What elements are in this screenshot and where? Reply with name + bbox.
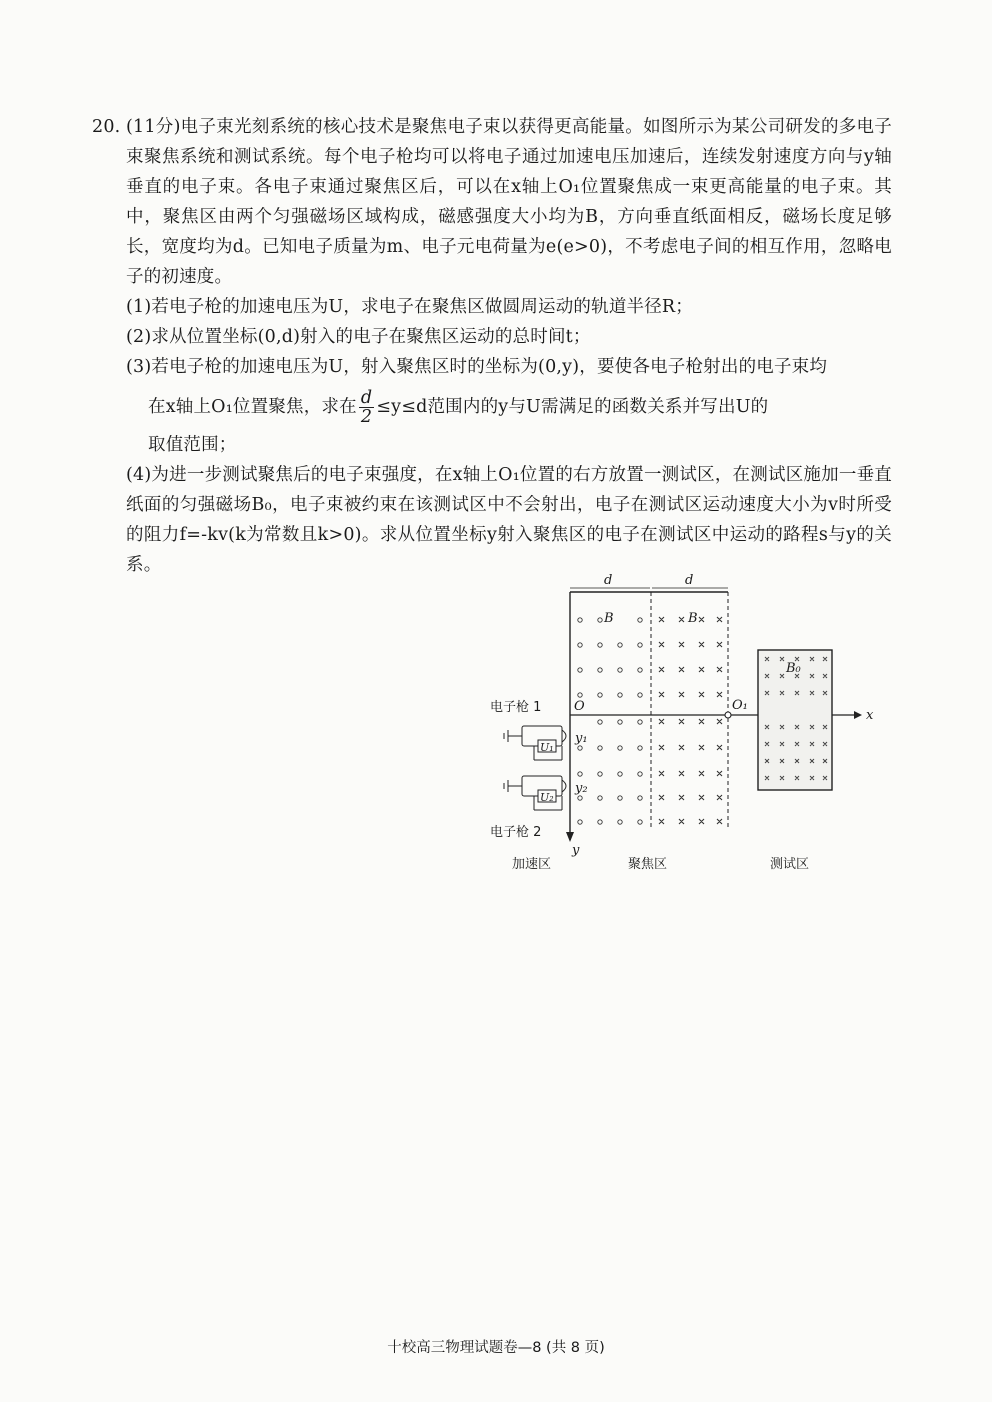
fraction-numerator: d [360, 388, 373, 408]
fraction-denominator: 2 [360, 407, 373, 427]
question-number: 20. [92, 117, 121, 137]
label-gun-2: 电子枪 2 [490, 825, 542, 840]
label-x: x [866, 708, 874, 723]
part-2: (2)求从位置坐标(0,d)射入的电子在聚焦区运动的总时间t； [126, 327, 591, 347]
fraction-d-over-2 [359, 389, 374, 426]
part-3-text-post: ≤y≤d范围内的y与U需满足的函数关系并写出U的 [376, 397, 769, 417]
part-3-line-b [126, 384, 892, 430]
question-intro: (11分)电子束光刻系统的核心技术是聚焦电子束以获得更高能量。如图所示为某公司研发的多电子束聚焦系统和测试系统。每个电子枪均可以将电子通过加速电压加速后，连续发射速度方向与y轴垂直的电子束。各电子束通过聚焦区后，可以在x轴上O₁位置聚焦成一束更高能量的电子束。其中，聚焦区由两个匀强磁场区域构成，磁感强度大小均为B，方向垂直纸面相反，磁场长度足够长，宽度均为d。已知电子质量为m、电子元电荷量为e(e>0)，不考虑电子间的相互作用，忽略电子的初速度。 [126, 117, 892, 287]
label-d-left: d [604, 573, 613, 588]
page-footer: 十校高三物理试题卷—8 (共 8 页) [387, 1340, 605, 1356]
physics-diagram [482, 570, 882, 880]
field-crosses-right [659, 617, 722, 824]
label-U2: U₂ [540, 791, 554, 804]
diagram-svg [482, 570, 882, 880]
part-3-text-c: 取值范围； [148, 435, 237, 455]
part-3-line-a: (3)若电子枪的加速电压为U，射入聚焦区时的坐标为(0,y)，要使各电子枪射出的电子束均 [126, 357, 828, 377]
question-20 [92, 112, 892, 580]
question-header [92, 112, 892, 292]
label-y1: y₁ [575, 731, 588, 746]
zone-accel: 加速区 [512, 857, 552, 872]
label-y2: y₂ [575, 781, 588, 796]
label-y: y [572, 843, 580, 858]
label-B-right: B [688, 611, 698, 626]
label-d-right: d [685, 573, 694, 588]
part-1: (1)若电子枪的加速电压为U，求电子在聚焦区做圆周运动的轨道半径R； [126, 297, 694, 317]
label-B0: B₀ [786, 661, 801, 676]
y-axis-arrow [566, 832, 574, 842]
zone-test: 测试区 [770, 857, 810, 872]
electron-gun-1 [504, 726, 566, 760]
label-O1: O₁ [732, 698, 748, 713]
focus-point-O1 [725, 712, 731, 718]
label-U1: U₁ [540, 741, 554, 754]
x-axis-arrow [854, 711, 862, 719]
zone-focus: 聚焦区 [628, 857, 668, 872]
electron-gun-2 [504, 776, 566, 810]
label-B-left: B [604, 611, 614, 626]
label-gun-1: 电子枪 1 [490, 700, 542, 715]
part-3-text-pre: 在x轴上O₁位置聚焦，求在 [148, 397, 357, 417]
part-3-line-c [126, 430, 892, 460]
part-4: (4)为进一步测试聚焦后的电子束强度，在x轴上O₁位置的右方放置一测试区，在测试区施加一垂直纸面的匀强磁场B₀，电子束被约束在该测试区中不会射出，电子在测试区运动速度大小为v时所受的阻力f=-kv(k为常数且k>0)。求从位置坐标y射入聚焦区的电子在测试区中运动的路程s与y的关系。 [126, 465, 892, 575]
label-origin: O [574, 699, 585, 714]
